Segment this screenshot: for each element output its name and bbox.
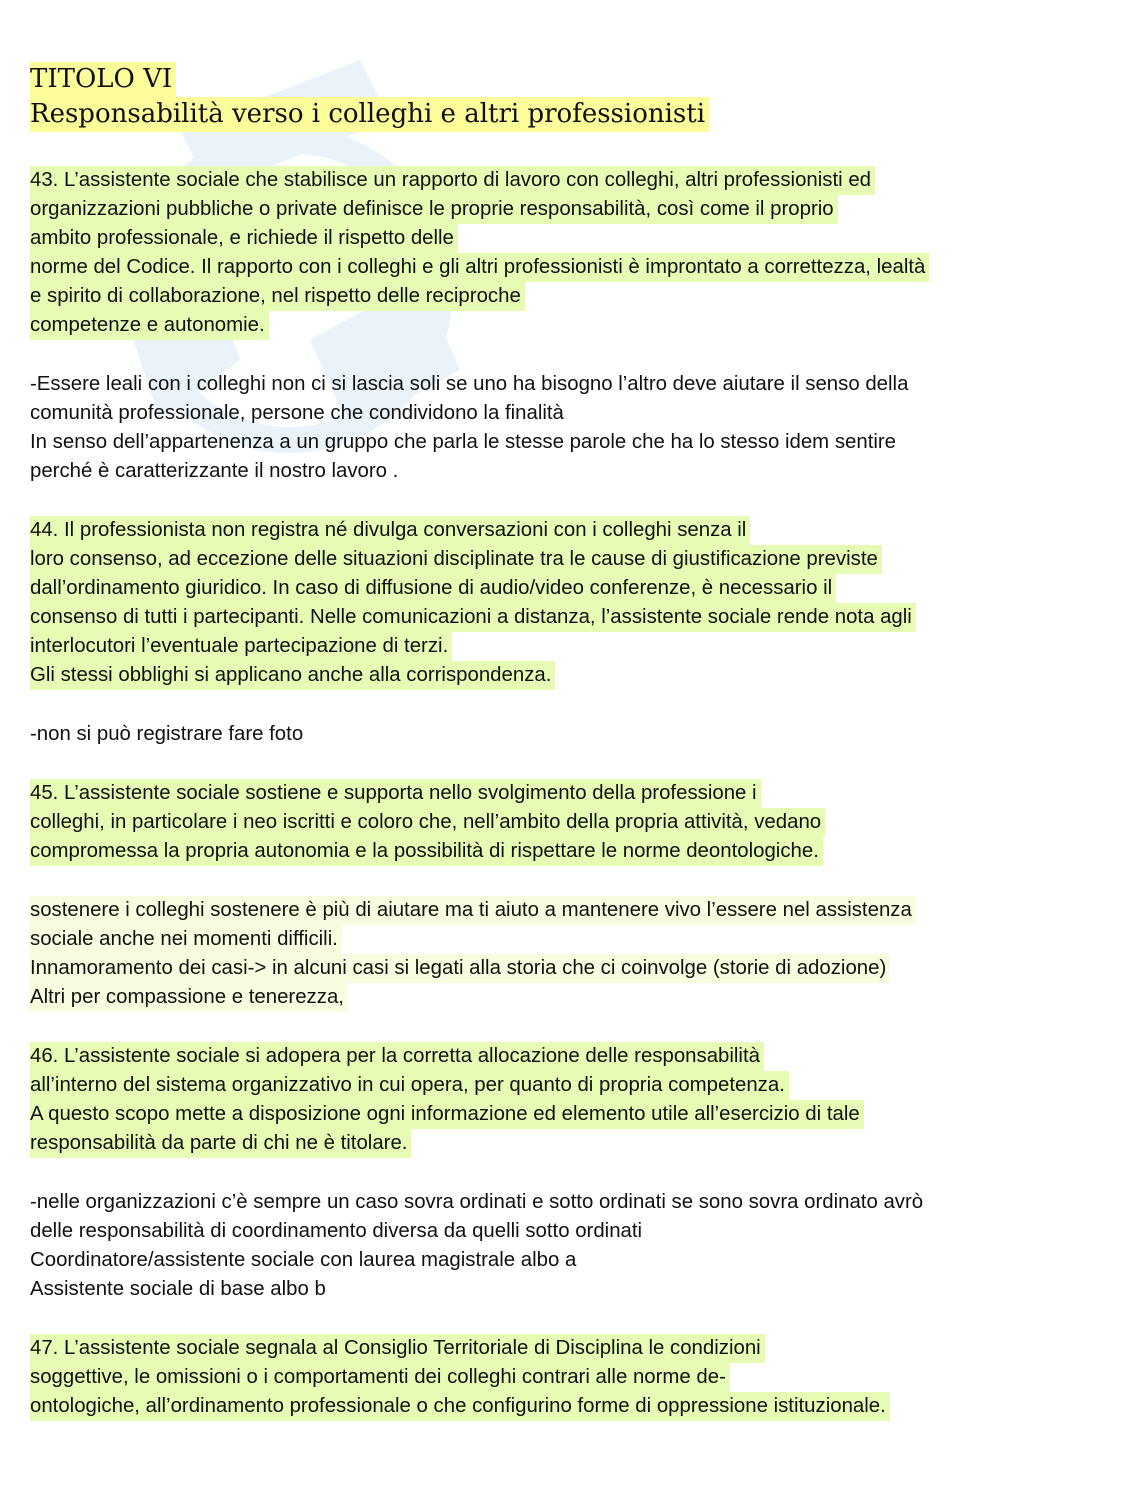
note-block	[30, 720, 1130, 749]
article-line: norme del Codice. Il rapporto con i colleghi e gli altri professionisti è improntato a correttezza, lealtà	[30, 253, 929, 282]
article-line: 45. L’assistente sociale sostiene e supporta nello svolgimento della professione i	[30, 779, 761, 808]
article-line: 43. L’assistente sociale che stabilisce un rapporto di lavoro con colleghi, altri professionisti ed	[30, 166, 875, 195]
note-block	[30, 896, 1130, 1012]
note-line: -nelle organizzazioni c’è sempre un caso sovra ordinati e sotto ordinati se sono sovra ordinato avrò	[30, 1191, 924, 1213]
article-block	[30, 516, 1130, 690]
article-block	[30, 779, 1130, 866]
article-line: colleghi, in particolare i neo iscritti e coloro che, nell’ambito della propria attività, vedano	[30, 808, 825, 837]
document-body	[30, 166, 1130, 1421]
note-line: Altri per compassione e tenerezza,	[30, 983, 348, 1012]
note-line: Coordinatore/assistente sociale con laurea magistrale albo a	[30, 1249, 577, 1271]
note-line: sostenere i colleghi sostenere è più di aiutare ma ti aiuto a mantenere vivo l’essere nel assistenza	[30, 896, 916, 925]
article-line: consenso di tutti i partecipanti. Nelle comunicazioni a distanza, l’assistente sociale rende nota agli	[30, 603, 916, 632]
article-line: A questo scopo mette a disposizione ogni informazione ed elemento utile all’esercizio di tale	[30, 1100, 864, 1129]
note-block	[30, 370, 1130, 486]
article-line: 47. L’assistente sociale segnala al Consiglio Territoriale di Disciplina le condizioni	[30, 1334, 765, 1363]
article-line: compromessa la propria autonomia e la possibilità di rispettare le norme deontologiche.	[30, 837, 823, 866]
article-line: e spirito di collaborazione, nel rispetto delle reciproche	[30, 282, 525, 311]
article-block	[30, 1334, 1130, 1421]
article-line: Gli stessi obblighi si applicano anche alla corrispondenza.	[30, 661, 555, 690]
article-line: loro consenso, ad eccezione delle situazioni disciplinate tra le cause di giustificazione previste	[30, 545, 882, 574]
note-line: In senso dell’appartenenza a un gruppo che parla le stesse parole che ha lo stesso idem sentire	[30, 431, 897, 453]
article-line: 46. L’assistente sociale si adopera per la corretta allocazione delle responsabilità	[30, 1042, 764, 1071]
note-line: -Essere leali con i colleghi non ci si lascia soli se uno ha bisogno l’altro deve aiutare il senso della	[30, 373, 909, 395]
note-line: Assistente sociale di base albo b	[30, 1278, 326, 1300]
article-line: responsabilità da parte di chi ne è titolare.	[30, 1129, 411, 1158]
article-line: ambito professionale, e richiede il rispetto delle	[30, 224, 458, 253]
title-heading: TITOLO VI	[30, 62, 176, 97]
note-line: -non si può registrare fare foto	[30, 723, 304, 745]
note-line: delle responsabilità di coordinamento diversa da quelli sotto ordinati	[30, 1220, 643, 1242]
article-line: competenze e autonomie.	[30, 311, 269, 340]
article-line: all’interno del sistema organizzativo in cui opera, per quanto di propria competenza.	[30, 1071, 789, 1100]
title-subheading: Responsabilità verso i colleghi e altri professionisti	[30, 97, 709, 132]
note-line: sociale anche nei momenti difficili.	[30, 925, 342, 954]
document-page	[30, 62, 1130, 1421]
article-block	[30, 1042, 1130, 1158]
article-line: dall’ordinamento giuridico. In caso di diffusione di audio/video conferenze, è necessario il	[30, 574, 836, 603]
article-line: ontologiche, all’ordinamento professionale o che configurino forme di oppressione istituzionale.	[30, 1392, 890, 1421]
article-block	[30, 166, 1130, 340]
note-line: comunità professionale, persone che condividono la finalità	[30, 402, 564, 424]
article-line: interlocutori l’eventuale partecipazione di terzi.	[30, 632, 452, 661]
note-line: perché è caratterizzante il nostro lavoro .	[30, 460, 399, 482]
article-line: 44. Il professionista non registra né divulga conversazioni con i colleghi senza il	[30, 516, 750, 545]
article-line: organizzazioni pubbliche o private definisce le proprie responsabilità, così come il proprio	[30, 195, 838, 224]
note-line: Innamoramento dei casi-> in alcuni casi si legati alla storia che ci coinvolge (storie di adozione)	[30, 954, 890, 983]
note-block	[30, 1188, 1130, 1304]
article-line: soggettive, le omissioni o i comportamenti dei colleghi contrari alle norme de-	[30, 1363, 730, 1392]
